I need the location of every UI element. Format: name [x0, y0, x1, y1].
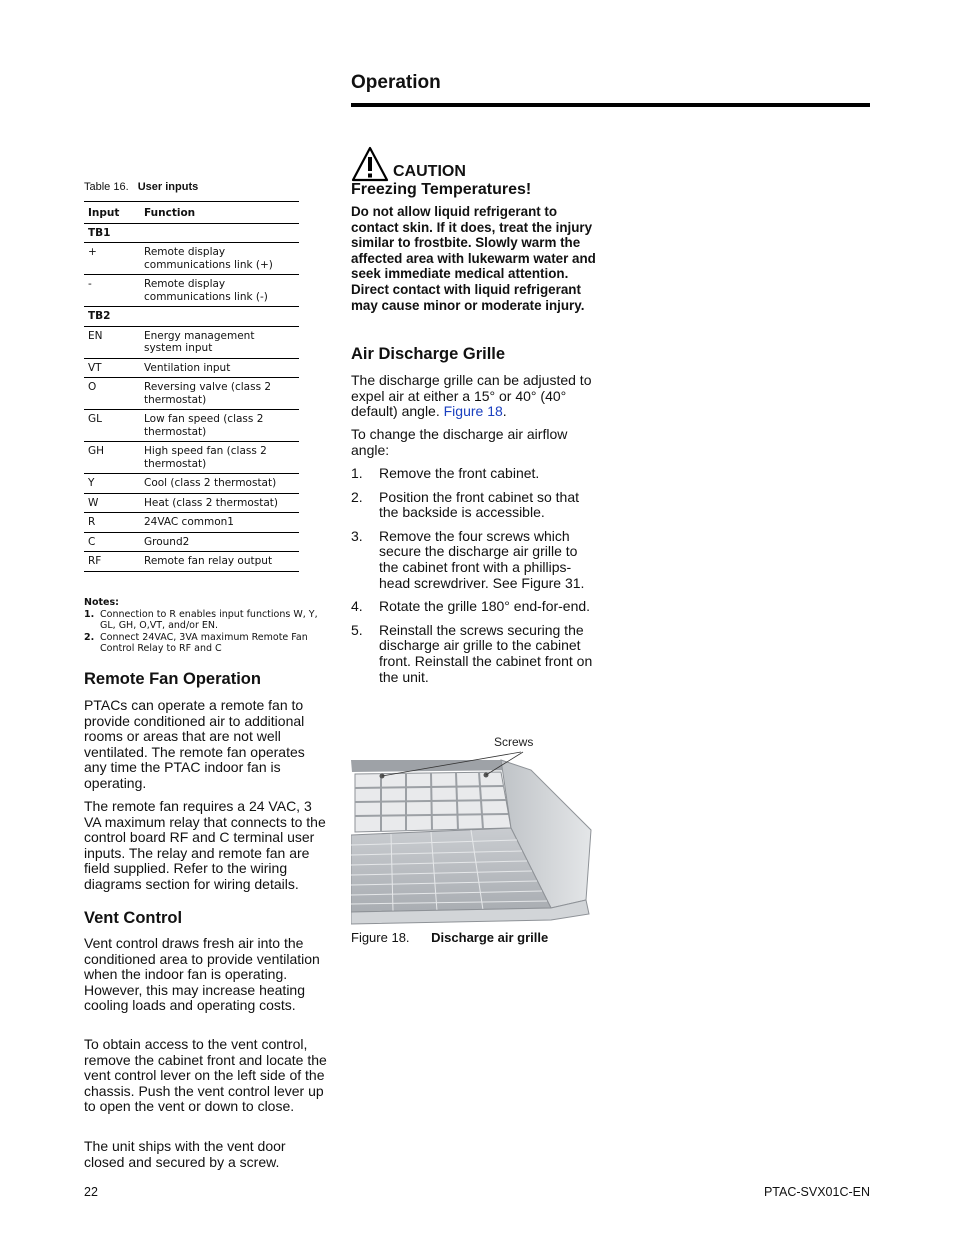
table-row: [84, 275, 299, 307]
remote-fan-paragraph-2: The remote fan requires a 24 VAC, 3 VA maximum relay that connects to the control board RF and C terminal user inputs. The relay and remote fan are field supplied. Refer to the wiring diagrams section for wiring details.: [84, 798, 326, 892]
input-cell: +: [84, 243, 140, 275]
input-cell: W: [84, 493, 140, 513]
table-row: [84, 513, 299, 533]
table-row: [84, 474, 299, 494]
warning-triangle-icon: [351, 146, 389, 182]
input-cell: GL: [84, 410, 140, 442]
input-cell: Y: [84, 474, 140, 494]
table-notes: [84, 597, 329, 655]
table-row: [84, 442, 299, 474]
input-cell: R: [84, 513, 140, 533]
figure-caption: [351, 930, 548, 945]
function-cell: Energy management system input: [140, 326, 299, 358]
table-row: [84, 378, 299, 410]
note-text: Connect 24VAC, 3VA maximum Remote Fan Control Relay to RF and C: [100, 631, 308, 654]
input-cell: GH: [84, 442, 140, 474]
caution-header: [351, 146, 601, 201]
function-cell: Remote display communications link (+): [140, 243, 299, 275]
vent-control-paragraph-1: Vent control draws fresh air into the conditioned area to provide ventilation when the indoor fan is operating. However, this may increase heating cooling loads and operating costs.: [84, 935, 320, 1014]
step-item: [351, 490, 599, 521]
air-grille-heading: Air Discharge Grille: [351, 345, 506, 363]
grille-steps-list: [351, 466, 599, 693]
function-cell: 24VAC common1: [140, 513, 299, 533]
discharge-grille-photo: [351, 730, 601, 926]
function-cell: Heat (class 2 thermostat): [140, 493, 299, 513]
caution-text: Do not allow liquid refrigerant to contact skin. If it does, treat the injury similar to frostbite. Slowly warm the affected area with lukewarm water and seek immediate medical attention. Direct contact with liquid refrigerant may cause minor or moderate injury.: [351, 204, 596, 313]
function-cell: Reversing valve (class 2 thermostat): [140, 378, 299, 410]
step-item: [351, 623, 599, 685]
step-item: [351, 529, 599, 591]
page-number: 22: [84, 1185, 98, 1199]
input-cell: RF: [84, 552, 140, 572]
step-number: 2.: [351, 488, 363, 505]
function-cell: Low fan speed (class 2 thermostat): [140, 410, 299, 442]
discharge-grille-figure: [351, 730, 601, 926]
input-cell: VT: [84, 358, 140, 378]
step-number: 3.: [351, 527, 363, 544]
step-text: Reinstall the screws securing the discharge air grille to the cabinet front. Reinstall the cabinet front on the unit.: [379, 621, 593, 685]
function-cell: High speed fan (class 2 thermostat): [140, 442, 299, 474]
terminal-block-label: TB1: [84, 223, 299, 243]
step-text: Remove the front cabinet.: [379, 465, 540, 481]
table-body: [84, 223, 299, 571]
function-cell: Remote fan relay output: [140, 552, 299, 572]
vent-control-paragraph-2: To obtain access to the vent control, remove the cabinet front and locate the vent control lever on the left side of the chassis. Push the vent control lever up to open the vent or down to close.: [84, 1036, 327, 1115]
caution-label: CAUTION: [393, 163, 466, 180]
table-row: [84, 493, 299, 513]
step-number: 1.: [351, 465, 363, 481]
step-text: Rotate the grille 180° end-for-end.: [379, 598, 591, 615]
step-text: Remove the four screws which secure the discharge air grille to the cabinet front with a phillips-head screwdriver. See Figure 31.: [379, 527, 585, 591]
table-group-row: [84, 223, 299, 243]
header-rule: [351, 103, 870, 107]
vent-control-paragraph-3: The unit ships with the vent door closed and secured by a screw.: [84, 1138, 286, 1170]
user-inputs-table: [84, 201, 299, 572]
input-cell: O: [84, 378, 140, 410]
step-item: [351, 599, 599, 615]
remote-fan-heading: Remote Fan Operation: [84, 670, 261, 688]
remote-fan-paragraph-1: PTACs can operate a remote fan to provide conditioned air to additional rooms or areas that are not well ventilated. The remote fan operates any time the PTAC indoor fan is operating.: [84, 697, 305, 791]
function-cell: Cool (class 2 thermostat): [140, 474, 299, 494]
table-row: [84, 243, 299, 275]
section-title: Operation: [351, 72, 441, 93]
step-item: [351, 466, 599, 482]
figure-caption-number: Figure 18.: [351, 930, 410, 945]
note-number: 1.: [84, 608, 95, 620]
terminal-block-label: TB2: [84, 307, 299, 327]
step-number: 5.: [351, 621, 363, 638]
step-number: 4.: [351, 598, 363, 615]
input-cell: C: [84, 532, 140, 552]
table-row: [84, 532, 299, 552]
table-row: [84, 552, 299, 572]
table-caption: [84, 181, 328, 193]
input-cell: EN: [84, 326, 140, 358]
air-grille-p1-end: .: [502, 403, 507, 420]
air-grille-p1-text: The discharge grille can be adjusted to expel air at either a 15° or 40° (40° default) angle.: [351, 372, 592, 420]
note-text: Connection to R enables input functions W, Y, GL, GH, O,VT, and/or EN.: [100, 608, 318, 631]
caution-title: Freezing Temperatures!: [351, 181, 532, 198]
table-row: [84, 358, 299, 378]
function-cell: Ventilation input: [140, 358, 299, 378]
table-group-row: [84, 307, 299, 327]
step-text: Position the front cabinet so that the backside is accessible.: [379, 488, 580, 521]
note-item: [84, 632, 329, 655]
vent-control-heading: Vent Control: [84, 909, 183, 927]
notes-title: Notes:: [84, 597, 119, 608]
figure-18-link[interactable]: Figure 18: [443, 403, 503, 420]
input-cell: -: [84, 275, 140, 307]
document-id: PTAC-SVX01C-EN: [763, 1185, 870, 1199]
table-row: [84, 410, 299, 442]
col-header-input: Input: [84, 202, 140, 224]
screws-callout: Screws: [494, 735, 534, 749]
note-number: 2.: [84, 631, 95, 643]
table-caption-number: Table 16.: [84, 181, 129, 193]
table-caption-title: User inputs: [137, 181, 199, 193]
col-header-function: Function: [140, 202, 299, 224]
function-cell: Ground2: [140, 532, 299, 552]
air-grille-paragraph-2: To change the discharge air airflow angle:: [351, 426, 568, 458]
air-grille-paragraph-1: [351, 373, 599, 420]
table-header-row: [84, 202, 299, 224]
table-row: [84, 326, 299, 358]
figure-caption-title: Discharge air grille: [431, 930, 549, 945]
function-cell: Remote display communications link (-): [140, 275, 299, 307]
note-item: [84, 609, 329, 632]
